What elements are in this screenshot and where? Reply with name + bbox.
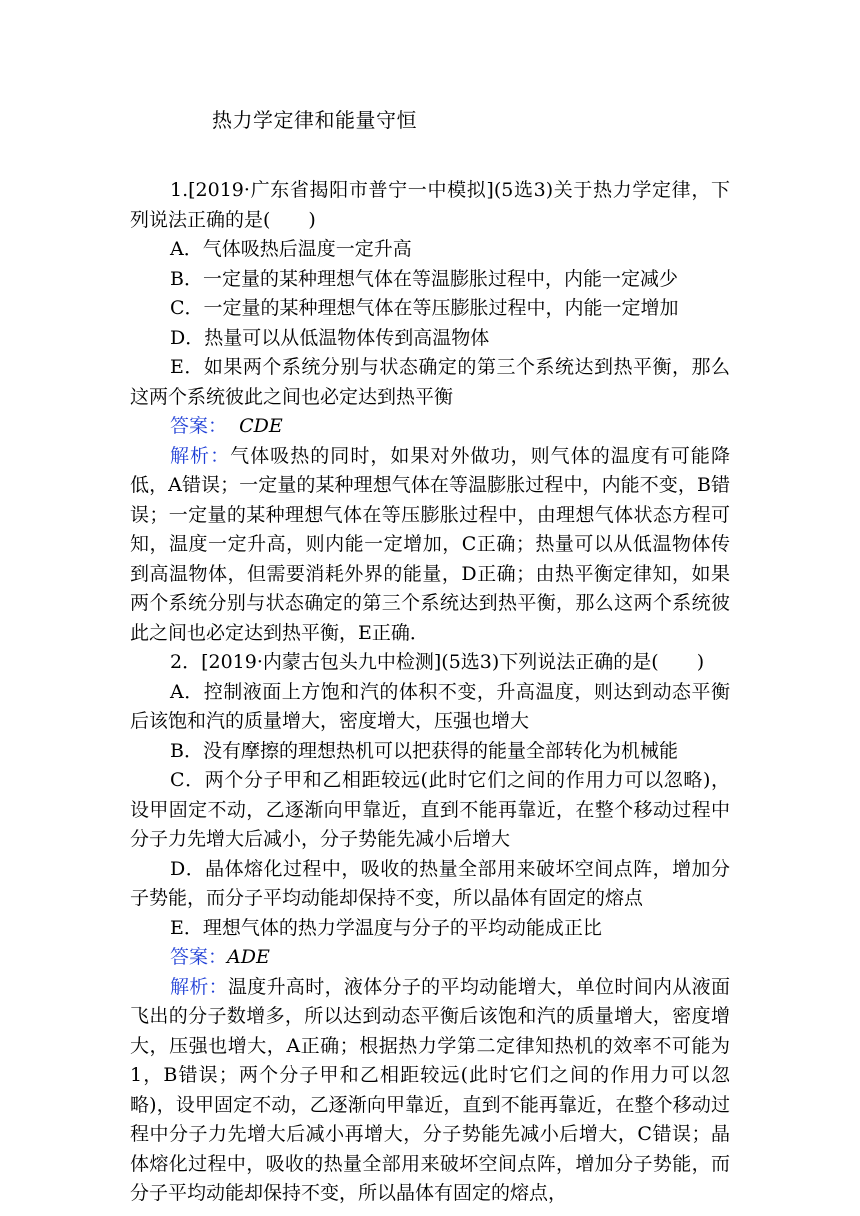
question-1-analysis <box>130 442 730 649</box>
question-1-option-b: B．一定量的某种理想气体在等温膨胀过程中，内能一定减少 <box>170 267 678 290</box>
question-2-option-a: A．控制液面上方饱和汽的体积不变，升高温度，则达到动态平衡后该饱和汽的质量增大，密度增大，压强也增大 <box>130 680 730 732</box>
question-1-stem: 1.[2019·广东省揭阳市普宁一中模拟](5选3)关于热力学定律，下列说法正确的是( ) <box>130 179 730 231</box>
answer-label: 答案： <box>170 415 228 437</box>
question-1-option-d: D．热量可以从低温物体传到高温物体 <box>170 326 490 349</box>
question-2-stem: 2．[2019·内蒙古包头九中检测](5选3)下列说法正确的是( ) <box>170 651 705 673</box>
question-2-option-e: E．理想气体的热力学温度与分子的平均动能成正比 <box>170 916 602 939</box>
answer-label: 答案： <box>170 946 228 968</box>
question-1-option-c: C．一定量的某种理想气体在等压膨胀过程中，内能一定增加 <box>170 297 679 319</box>
analysis-label: 解析： <box>170 975 228 998</box>
answer-value: ADE <box>227 946 270 968</box>
question-2-analysis <box>130 973 730 1209</box>
question-2-option-d: D．晶体熔化过程中，吸收的热量全部用来破坏空间点阵，增加分子势能，而分子平均动能却保持不变，所以晶体有固定的熔点 <box>130 857 730 909</box>
question-content <box>130 176 730 1209</box>
question-1-option-e: E．如果两个系统分别与状态确定的第三个系统达到热平衡，那么这两个系统彼此之间也必定达到热平衡 <box>130 356 730 408</box>
answer-value: CDE <box>239 415 283 437</box>
question-2-option-c: C．两个分子甲和乙相距较远(此时它们之间的作用力可以忽略)，设甲固定不动，乙逐渐向甲靠近，直到不能再靠近，在整个移动过程中分子力先增大后减小，分子势能先减小后增大 <box>130 769 730 850</box>
analysis-label: 解析： <box>170 444 231 467</box>
analysis-text: 气体吸热的同时，如果对外做功，则气体的温度有可能降低，A错误；一定量的某种理想气体在等温膨胀过程中，内能不变，B错误；一定量的某种理想气体在等压膨胀过程中，由理想气体状态方程可知，温度一定升高，则内能一定增加，C正确；热量可以从低温物体传到高温物体，但需要消耗外界的能量，D正确；由热平衡定律知，如果两个系统分别与状态确定的第三个系统达到热平衡，那么这两个系统彼此之间也必定达到热平衡，E正确． <box>130 444 730 644</box>
page-title: 热力学定律和能量守恒 <box>212 108 417 132</box>
question-2-answer <box>130 943 730 973</box>
question-2-option-b: B．没有摩擦的理想热机可以把获得的能量全部转化为机械能 <box>170 739 678 762</box>
question-1-answer <box>130 412 730 442</box>
question-1-option-a: A．气体吸热后温度一定升高 <box>170 238 412 260</box>
analysis-text: 温度升高时，液体分子的平均动能增大，单位时间内从液面飞出的分子数增多，所以达到动态平衡后该饱和汽的质量增大，密度增大，压强也增大，A正确；根据热力学第二定律知热机的效率不可能为1，B错误；两个分子甲和乙相距较远(此时它们之间的作用力可以忽略)，设甲固定不动，乙逐渐向甲靠近，直到不能再靠近，在整个移动过程中分子力先增大后减小再增大，分子势能先减小后增大，C错误；晶体熔化过程中，吸收的热量全部用来破坏空间点阵，增加分子势能，而分子平均动能却保持不变，所以晶体有固定的熔点， <box>130 975 730 1204</box>
